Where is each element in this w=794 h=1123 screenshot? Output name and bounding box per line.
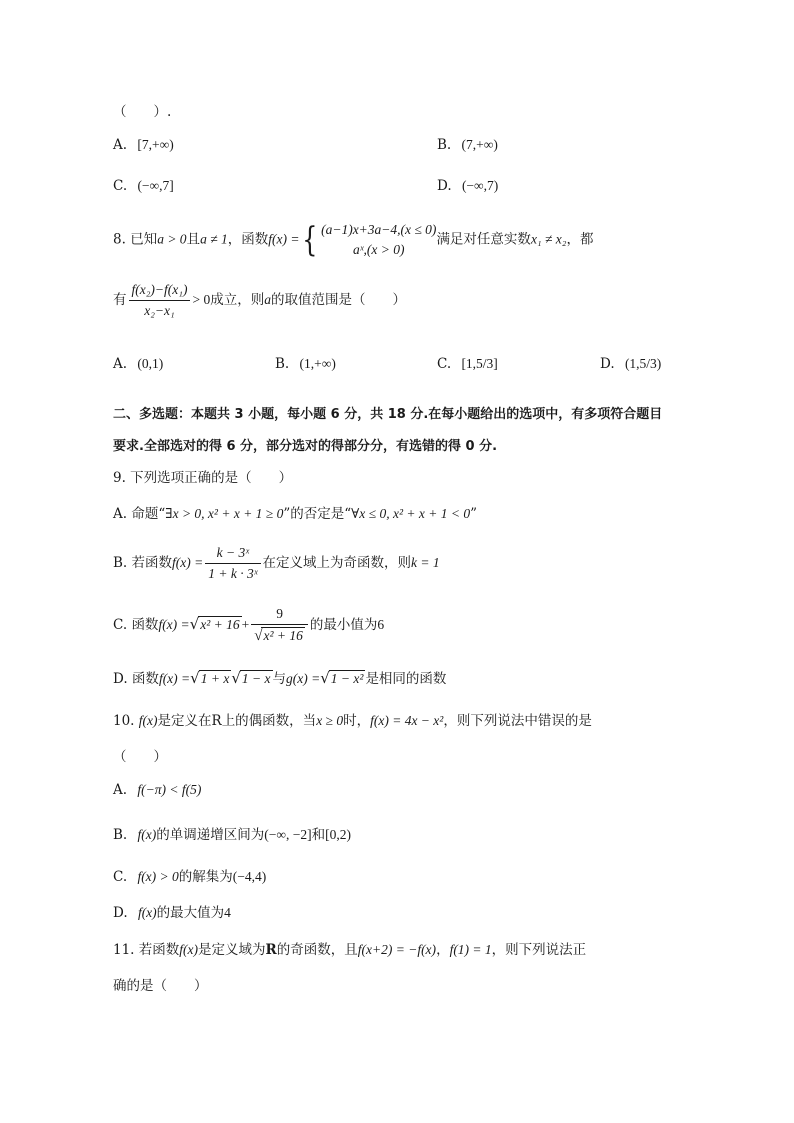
- radicand: x² + 16: [200, 617, 240, 632]
- text: 已知: [130, 231, 158, 248]
- q9-option-a: [113, 502, 477, 522]
- q8-option-d: [600, 356, 661, 372]
- option-label: B.: [437, 137, 452, 153]
- q8-option-a: [113, 356, 163, 372]
- math: ∀x ≤ 0, x² + x + 1 < 0: [351, 506, 471, 521]
- denominator: x₂−x₁: [144, 303, 175, 318]
- math: f(x): [137, 905, 157, 920]
- text: 成立，则: [210, 292, 265, 308]
- denominator: 1 + k · 3ˣ: [208, 566, 258, 581]
- math: > 0: [192, 292, 211, 307]
- option-label: B.: [113, 555, 128, 571]
- text: 的奇函数，且: [276, 942, 358, 958]
- numerator: 9: [251, 606, 308, 625]
- q9-stem: 9. 下列选项正确的是（ ）: [113, 470, 293, 486]
- piece-2: aˣ,(x > 0): [353, 242, 405, 257]
- q10-stem: [113, 709, 592, 729]
- radical-sign: √: [254, 628, 263, 644]
- text: 函数: [131, 671, 159, 687]
- fraction: [205, 545, 260, 582]
- text: 的解集为: [178, 869, 233, 885]
- q7-option-c: [113, 178, 174, 194]
- numerator: k − 3ˣ: [205, 545, 260, 564]
- math: 4: [224, 905, 231, 920]
- option-label: B.: [113, 827, 128, 843]
- denominator: [251, 625, 308, 645]
- question-number: 8.: [113, 231, 126, 248]
- option-label: D.: [437, 178, 452, 194]
- option-label: A.: [113, 506, 128, 522]
- text: 在定义域上为奇函数，则: [262, 555, 412, 571]
- option-label: D.: [113, 905, 128, 921]
- fraction: [129, 282, 191, 319]
- radicand: x² + 16: [263, 628, 303, 643]
- option-label: C.: [113, 869, 128, 885]
- q8-option-c: [437, 356, 498, 372]
- q8-stem: [113, 220, 593, 260]
- text: 和: [311, 827, 326, 843]
- q10-option-a: [113, 782, 201, 798]
- option-value: (−∞,7): [461, 178, 499, 193]
- q8-line2: [113, 282, 406, 319]
- q10-tail: （ ）: [113, 749, 167, 765]
- option-label: D.: [113, 671, 128, 687]
- section-2-line1: 二、多选题：本题共 3 小题，每小题 6 分，共 18 分.在每小题给出的选项中，有多项符合题目: [113, 407, 663, 422]
- text: ，都: [566, 231, 594, 248]
- text: ，则下列说法中错误的是: [443, 713, 592, 729]
- q7-option-b: [437, 137, 498, 153]
- math: f(x) =: [172, 555, 204, 570]
- option-value: (1,5/3): [624, 356, 662, 371]
- text: 有: [113, 292, 127, 308]
- math: a: [264, 292, 271, 307]
- math: f(x) =: [268, 231, 300, 247]
- option-value: (7,+∞): [461, 137, 498, 152]
- option-value: (1,+∞): [299, 356, 336, 371]
- text: 若函数: [138, 942, 180, 958]
- math: f(x): [138, 713, 158, 728]
- text: 是相同的函数: [365, 671, 447, 687]
- question-number: 10.: [113, 713, 135, 729]
- text: 是定义域为: [198, 942, 266, 958]
- option-value: (0,1): [137, 356, 164, 371]
- math: (−4,4): [232, 869, 267, 884]
- text: 的最小值为: [309, 617, 378, 633]
- text: ，: [436, 942, 450, 958]
- math: f(−π) < f(5): [137, 782, 202, 797]
- option-label: D.: [600, 356, 615, 372]
- math: x₁ ≠ x₂: [530, 231, 567, 247]
- text: ”: [470, 506, 477, 522]
- math: ∃x > 0, x² + x + 1 ≥ 0: [165, 506, 284, 521]
- question-number: 11.: [113, 942, 135, 958]
- math: a ≠ 1: [200, 231, 228, 247]
- q9-option-b: [113, 545, 440, 582]
- text: 上的偶函数，当: [221, 713, 317, 729]
- text: 是定义在: [157, 713, 212, 729]
- text: 的单调递增区间为: [156, 827, 265, 843]
- math: f(1) = 1: [449, 942, 492, 957]
- option-label: B.: [275, 356, 290, 372]
- piece-1: (a−1)x+3a−4,(x ≤ 0): [321, 222, 437, 237]
- option-label: C.: [113, 178, 128, 194]
- q7-tail: （ ）.: [113, 104, 172, 120]
- option-value: (−∞,7]: [137, 178, 174, 193]
- math: f(x) =: [158, 671, 191, 686]
- option-value: [7,+∞): [137, 137, 174, 152]
- text: 与: [272, 671, 286, 687]
- text: 满足对任意实数: [436, 231, 531, 248]
- text: ，函数: [227, 231, 269, 248]
- q7-option-a: [113, 137, 174, 153]
- text: ”的否定是“: [283, 506, 352, 522]
- option-value: [1,5/3]: [461, 356, 498, 371]
- fraction: [251, 606, 308, 645]
- math: f(x): [179, 942, 199, 957]
- math: f(x) > 0: [137, 869, 179, 884]
- piecewise: [321, 220, 436, 260]
- math: (−∞, −2]: [264, 827, 312, 842]
- radicand: 1 + x: [200, 671, 230, 686]
- math: g(x) =: [286, 671, 321, 686]
- math: f(x+2) = −f(x): [357, 942, 437, 957]
- brace: {: [302, 220, 318, 260]
- math: +: [241, 617, 250, 632]
- math: f(x): [137, 827, 157, 842]
- option-label: C.: [113, 617, 128, 633]
- text: 命题“: [131, 506, 166, 522]
- math: R: [211, 713, 222, 729]
- q11-stem: [113, 938, 586, 958]
- radicand: 1 − x: [241, 671, 271, 686]
- text: 时，: [343, 713, 371, 729]
- option-label: C.: [437, 356, 452, 372]
- math: R: [265, 942, 277, 958]
- q9-option-d: [113, 667, 446, 687]
- math: x ≥ 0: [316, 713, 344, 728]
- math: a > 0: [157, 231, 187, 247]
- radicand: 1 − x²: [330, 671, 364, 686]
- math: [0,2): [325, 827, 351, 842]
- radical-sign: √: [189, 615, 200, 633]
- section-2-line2: 要求.全部选对的得 6 分，部分选对的得部分分，有选错的得 0 分.: [113, 439, 498, 454]
- q11-line2: 确的是（ ）: [113, 978, 208, 994]
- math: 6: [377, 617, 385, 632]
- q9-option-c: [113, 606, 384, 645]
- radical-sign: √: [190, 669, 200, 687]
- text: 的取值范围是（ ）: [270, 292, 406, 308]
- text: 且: [186, 231, 201, 248]
- math: k = 1: [411, 555, 440, 570]
- text: 若函数: [131, 555, 173, 571]
- q10-option-c: [113, 865, 266, 885]
- radical-sign: √: [231, 669, 241, 687]
- math: f(x) =: [158, 617, 190, 632]
- q8-option-b: [275, 356, 336, 372]
- q10-option-b: [113, 823, 351, 843]
- q10-option-d: [113, 901, 231, 921]
- numerator: f(x₂)−f(x₁): [129, 282, 191, 301]
- q7-option-d: [437, 178, 498, 194]
- radical-sign: √: [320, 669, 330, 687]
- option-label: A.: [113, 782, 128, 798]
- option-label: A.: [113, 137, 128, 153]
- option-label: A.: [113, 356, 128, 372]
- text: 函数: [131, 617, 159, 633]
- text: 的最大值为: [156, 905, 225, 921]
- math: f(x) = 4x − x²: [370, 713, 444, 728]
- text: ，则下列说法正: [491, 942, 587, 958]
